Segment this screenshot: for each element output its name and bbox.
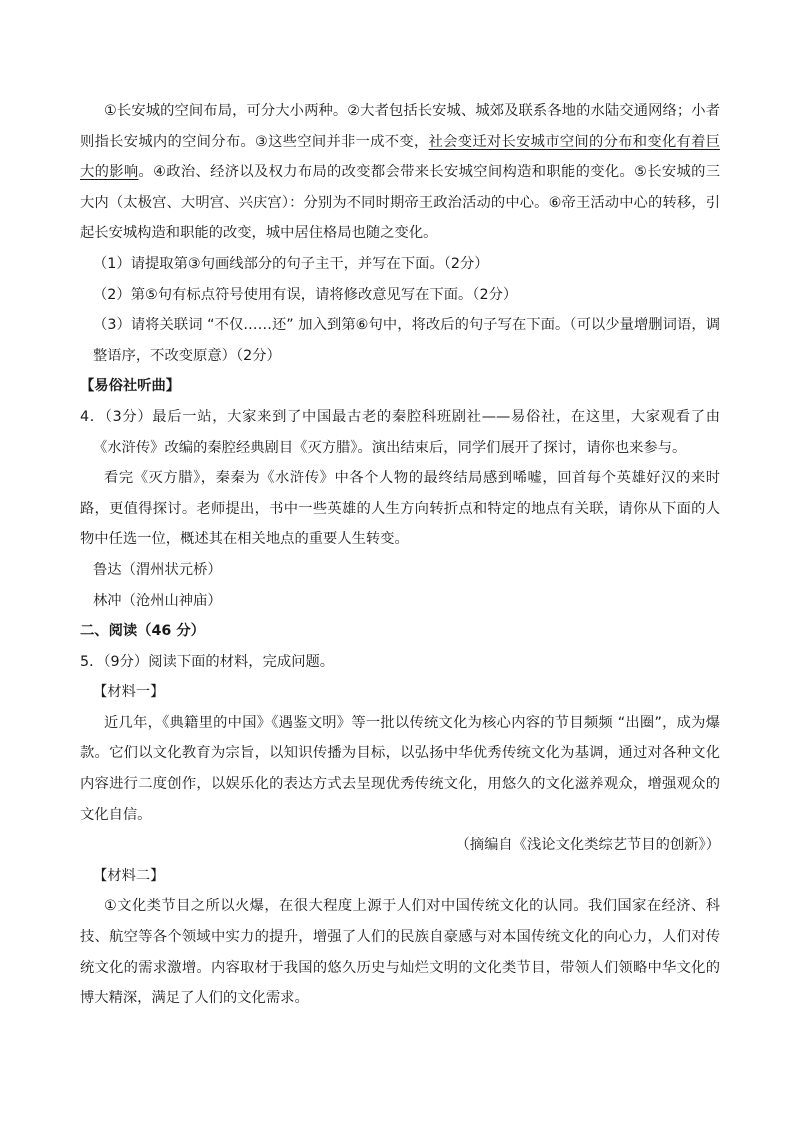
underlined-sentence: 社会变迁对长安城市空间的分布和变化有着巨大的影响 <box>80 133 720 181</box>
material-2-label: 【材料二】 <box>93 867 165 884</box>
question-4-option-1: 鲁达（渭州状元桥） <box>93 561 222 578</box>
question-4-option-2: 林冲（沧州山神庙） <box>93 592 222 609</box>
document-page <box>80 96 720 1014</box>
section-heading-reading: 二、阅读（46 分） <box>80 623 205 640</box>
section-heading-yisu: 【易俗社听曲】 <box>80 378 181 395</box>
question-4-intro: 4．（3分）最后一站，大家来到了中国最古老的秦腔科班剧社——易俗社，在这里，大家观看了由《水浒传》改编的秦腔经典剧目《灭方腊》。演出结束后，同学们展开了探讨，请你也来参与。 <box>80 408 720 456</box>
material-1-source: （摘编自《浅论文化类综艺节目的创新》） <box>455 837 720 854</box>
subquestion-3: （3）请将关联词 “不仅……还” 加入到第⑥句中，将改后的句子写在下面。（可以少量增删词语，调整语序，不改变原意）（2分） <box>93 317 720 364</box>
question-5-intro: 5．（9分）阅读下面的材料，完成问题。 <box>80 653 335 670</box>
question-4-body: 看完《灭方腊》，秦秦为《水浒传》中各个人物的最终结局感到唏嘘，回首每个英雄好汉的来时路，更值得探讨。老师提出，书中一些英雄的人生方向转折点和特定的地点有关联，请你从下面的人物中任选一位，概述其在相关地点的重要人生转变。 <box>80 470 720 548</box>
subquestion-1: （1）请提取第③句画线部分的句子主干，并写在下面。（2分） <box>93 255 489 272</box>
passage-paragraph <box>80 96 720 249</box>
passage-text: ①长安城的空间布局，可分大小两种。②大者包括长安城、城郊及联系各地的水陆交通网络；小者则指长安城内的空间分布。③这些空间并非一成不变， <box>80 103 720 150</box>
material-1-text: 近几年，《典籍里的中国》《遇鉴文明》等一批以传统文化为核心内容的节目频频 “出圈”，成为爆款。它们以文化教育为宗旨，以知识传播为目标，以弘扬中华优秀传统文化为基调，通过对各种文化内容进行二度创作，以娱乐化的表达方式去呈现优秀传统文化，用悠久的文化滋养观众，增强观众的文化自信。 <box>80 714 720 823</box>
subquestion-2: （2）第⑤句有标点符号使用有误，请将修改意见写在下面。（2分） <box>93 286 518 303</box>
passage-text-continued: 。④政治、经济以及权力布局的改变都会带来长安城空间构造和职能的变化。⑤长安城的三大内（太极宫、大明宫、兴庆宫）：分别为不同时期帝王政治活动的中心。⑥帝王活动中心的转移，引起长安城构造和职能的改变，城中居住格局也随之变化。 <box>80 164 720 242</box>
material-1-label: 【材料一】 <box>93 684 165 701</box>
material-2-text: ①文化类节目之所以火爆，在很大程度上源于人们对中国传统文化的认同。我们国家在经济、科技、航空等各个领域中实力的提升，增强了人们的民族自豪感与对本国传统文化的向心力，人们对传统文化的需求激增。内容取材于我国的悠久历史与灿烂文明的文化类节目，带领人们领略中华文化的博大精深，满足了人们的文化需求。 <box>80 898 721 1007</box>
